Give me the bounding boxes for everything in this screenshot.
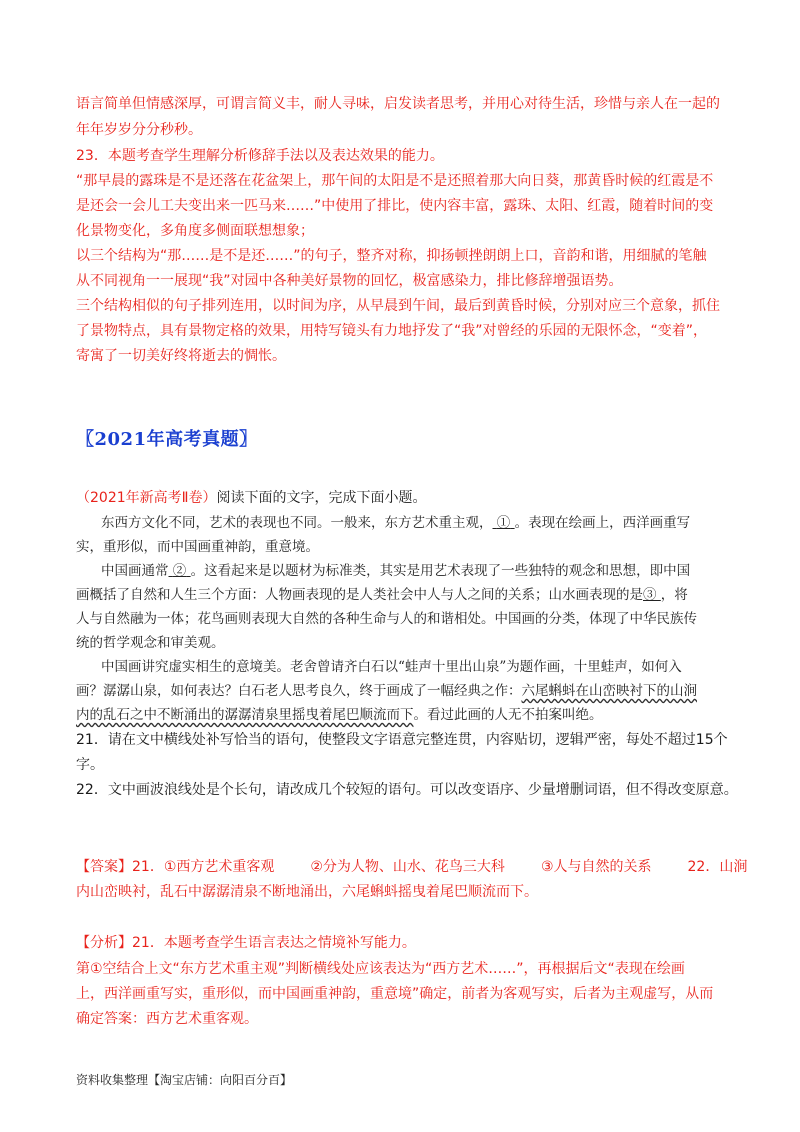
passage-text: 。看过此画的人无不拍案叫绝。 [413, 707, 603, 723]
passage-line [76, 585, 688, 605]
passage-line [76, 705, 603, 725]
answer-line: 【答案】21．①西方艺术重客观 ②分为人物、山水、花鸟三大科 ③人与自然的关系 22．山涧 [76, 859, 748, 875]
analysis-text-line: 上，西洋画重写实，重形似，而中国画重神韵，重意境”确定，前者为客观写实，后者为主观虚写，从而 [76, 986, 714, 1002]
passage-line: 统的哲学观念和审美观。 [76, 635, 225, 651]
question-21-cont: 字。 [76, 757, 104, 773]
passage-text: 画？潺潺山泉，如何表达？白石老人思考良久，终于画成了一幅经典之作： [76, 683, 522, 699]
analysis-text-line: 化景物变化，多角度多侧面联想想象； [76, 223, 314, 239]
wavy-underlined-sentence: 内的乱石之中不断涌出的潺潺清泉里摇曳着尾巴顺流而下 [76, 707, 414, 723]
passage-text: 。这看起来是以题材为标准类，其实是用艺术表现了一些独特的观念和思想，即中国 [190, 563, 691, 579]
question-22: 22．文中画波浪线处是个长句，请改成几个较短的语句。可以改变语序、少量增删词语，但不得改变原意。 [76, 782, 738, 798]
analysis-text-line: 寄寓了一切美好终将逝去的惆怅。 [76, 348, 286, 364]
passage-text: 。表现在绘画上，西洋画重写 [514, 515, 691, 531]
analysis-header: 【分析】21．本题考查学生语言表达之情境补写能力。 [76, 935, 416, 951]
passage-line: 人与自然融为一体；花鸟画则表现大自然的各种生命与人的和谐相处。中国画的分类，体现了中华民族传 [76, 611, 697, 627]
footer-note: 资料收集整理【淘宝店铺：向阳百分百】 [76, 1073, 293, 1087]
passage-line [101, 513, 690, 533]
blank-1: ① [496, 515, 511, 531]
passage-line [101, 561, 690, 581]
question-source: （2021年新高考Ⅱ卷） [76, 490, 217, 506]
blank-3: ③ [643, 587, 657, 603]
section-heading: 〖2021年高考真题〗 [76, 429, 258, 450]
passage-text: ，将 [660, 587, 688, 603]
analysis-text-line: “那早晨的露珠是不是还落在花盆架上，那午间的太阳是不是还照着那大向日葵，那黄昏时候的红霞是不 [76, 173, 714, 189]
passage-line: 中国画讲究虚实相生的意境美。老舍曾请齐白石以“蛙声十里出山泉”为题作画，十里蛙声，如何入 [101, 659, 682, 675]
passage-text: 东西方文化不同，艺术的表现也不同。一般来，东方艺术重主观， [101, 515, 493, 531]
question-instruction: 阅读下面的文字，完成下面小题。 [216, 490, 427, 506]
analysis-text-line: 三个结构相似的句子排列连用，以时间为序，从早晨到午间，最后到黄昏时候，分别对应三个意象，抓住 [76, 298, 720, 314]
answer-line: 内山峦映衬，乱石中潺潺清泉不断地涌出，六尾蝌蚪摇曳着尾巴顺流而下。 [76, 884, 538, 900]
question-21: 21．请在文中横线处补写恰当的语句，使整段文字语意完整连贯，内容贴切，逻辑严密，每处不超过15个 [76, 732, 728, 748]
question-header [76, 488, 427, 508]
analysis-text-line: 确定答案：西方艺术重客观。 [76, 1011, 258, 1027]
analysis-text-line: 了景物特点，具有景物定格的效果，用特写镜头有力地抒发了“我”对曾经的乐园的无限怀念，“变着”， [76, 323, 708, 339]
wavy-underlined-sentence: 六尾蝌蚪在山峦映衬下的山涧 [521, 683, 697, 699]
q23-analysis-title: 23．本题考查学生理解分析修辞手法以及表达效果的能力。 [76, 148, 444, 164]
analysis-text-line: 语言简单但情感深厚，可谓言简义丰，耐人寻味，启发读者思考，并用心对待生活，珍惜与亲人在一起的 [76, 96, 720, 112]
passage-text: 画概括了自然和人生三个方面：人物画表现的是人类社会中人与人之间的关系；山水画表现的是 [76, 587, 643, 603]
analysis-text-line: 是还会一会儿工夫变出来一匹马来……”中使用了排比，使内容丰富，露珠、太阳、红霞，随着时间的变 [76, 198, 714, 214]
blank-2: ② [172, 563, 187, 579]
analysis-label: 【分析】 [76, 935, 132, 951]
passage-line [76, 681, 697, 701]
passage-text: 中国画通常 [101, 563, 169, 579]
answer-label: 【答案】 [76, 859, 132, 875]
passage-line: 实，重形似，而中国画重神韵，重意境。 [76, 539, 319, 555]
analysis-text-line: 以三个结构为“那……是不是还……”的句子，整齐对称，抑扬顿挫朗朗上口，音韵和谐，用细腻的笔触 [76, 248, 707, 264]
analysis-text-line: 从不同视角一一展现“我”对园中各种美好景物的回忆，极富感染力，排比修辞增强语势。 [76, 273, 623, 289]
analysis-text-line: 第①空结合上文“东方艺术重主观”判断横线处应该表达为“西方艺术……”，再根据后文“表现在绘画 [76, 961, 685, 977]
analysis-text-line: 年年岁岁分分秒秒。 [76, 122, 202, 138]
